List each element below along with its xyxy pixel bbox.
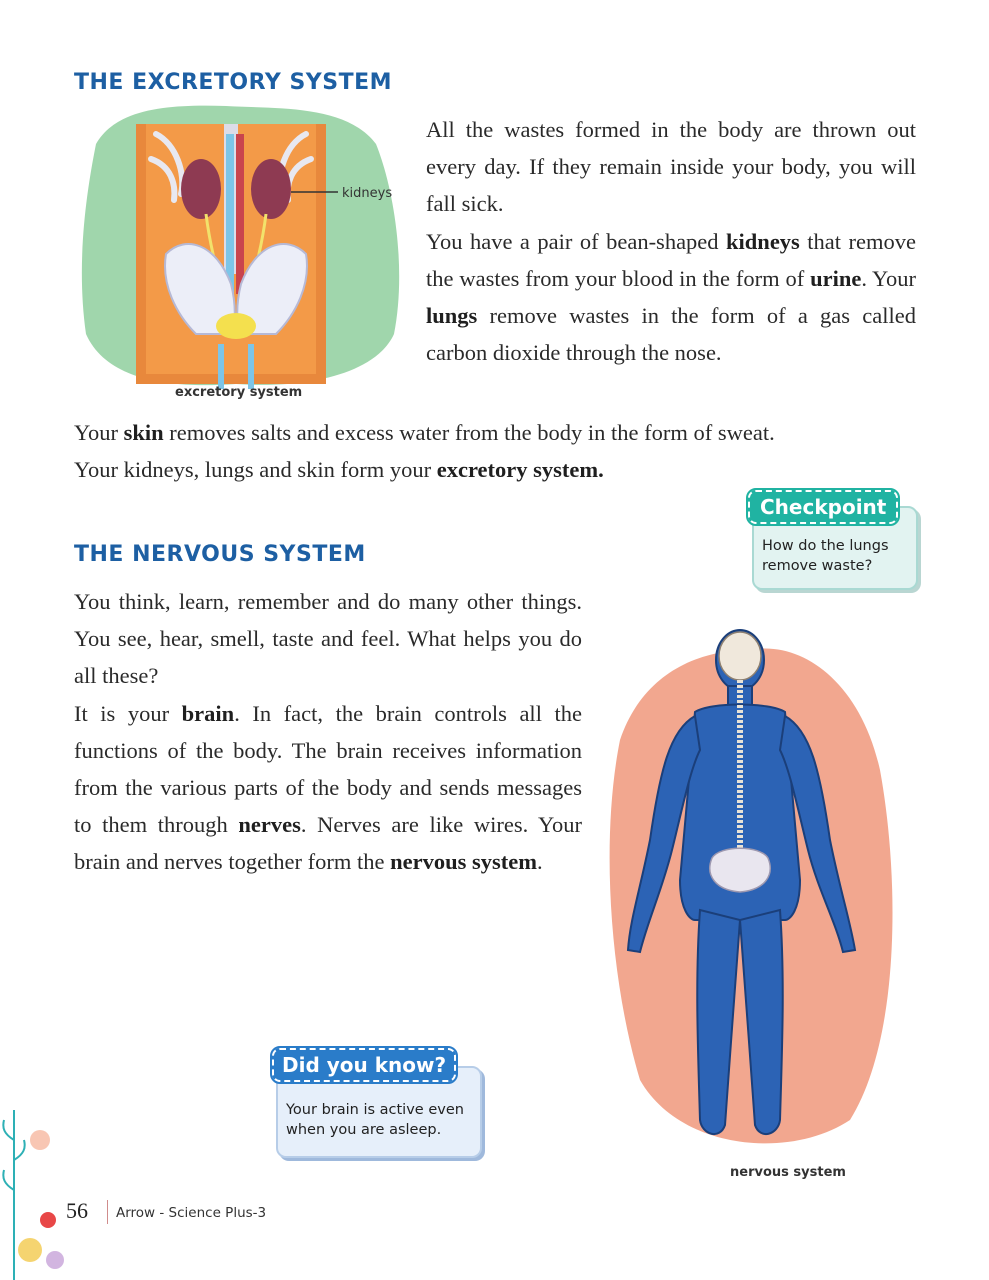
nervous-intro-paragraph: You think, learn, remember and do many other things. You see, hear, smell, taste and feel. What helps you do all these? <box>74 589 582 688</box>
did-you-know-title: Did you know? <box>272 1048 456 1082</box>
checkpoint-box <box>748 490 918 590</box>
book-title: Arrow - Science Plus-3 <box>116 1205 267 1221</box>
nervous-heading: THE NERVOUS SYSTEM <box>74 542 366 567</box>
kidneys-paragraph: You have a pair of bean-shaped kidneys that remove the wastes from your blood in the form of urine. Your lungs remove wastes in the form of a gas called carbon dioxide through the nose. <box>426 229 917 365</box>
checkpoint-title: Checkpoint <box>748 490 898 524</box>
brain-paragraph: It is your brain. In fact, the brain controls all the functions of the body. The brain receives information from the various parts of the body and sends messages to them through nerves. Nerves are like wires. Your brain and nerves together form the nervous system. <box>74 701 582 874</box>
excretory-figure-caption: excretory system <box>175 385 303 400</box>
page-number: 56 <box>66 1198 88 1223</box>
excretory-intro-paragraph: All the wastes formed in the body are thrown out every day. If they remain inside your body, you will fall sick. <box>426 117 916 216</box>
excretory-summary-paragraph: Your kidneys, lungs and skin form your excretory system. <box>74 457 604 482</box>
skin-paragraph: Your skin removes salts and excess water from the body in the form of sweat. <box>74 420 775 445</box>
floral-decoration-icon <box>0 1100 70 1280</box>
kidneys-label: kidneys <box>342 186 393 201</box>
did-you-know-box <box>272 1048 484 1160</box>
did-you-know-fact: Your brain is active even when you are asleep. <box>286 1102 464 1138</box>
excretory-system-illustration <box>76 104 406 394</box>
nervous-system-illustration <box>600 620 900 1165</box>
checkpoint-question: How do the lungs remove waste? <box>762 538 889 574</box>
nervous-figure-caption: nervous system <box>730 1165 846 1180</box>
excretory-heading: THE EXCRETORY SYSTEM <box>74 70 393 95</box>
footer-divider <box>107 1200 108 1224</box>
